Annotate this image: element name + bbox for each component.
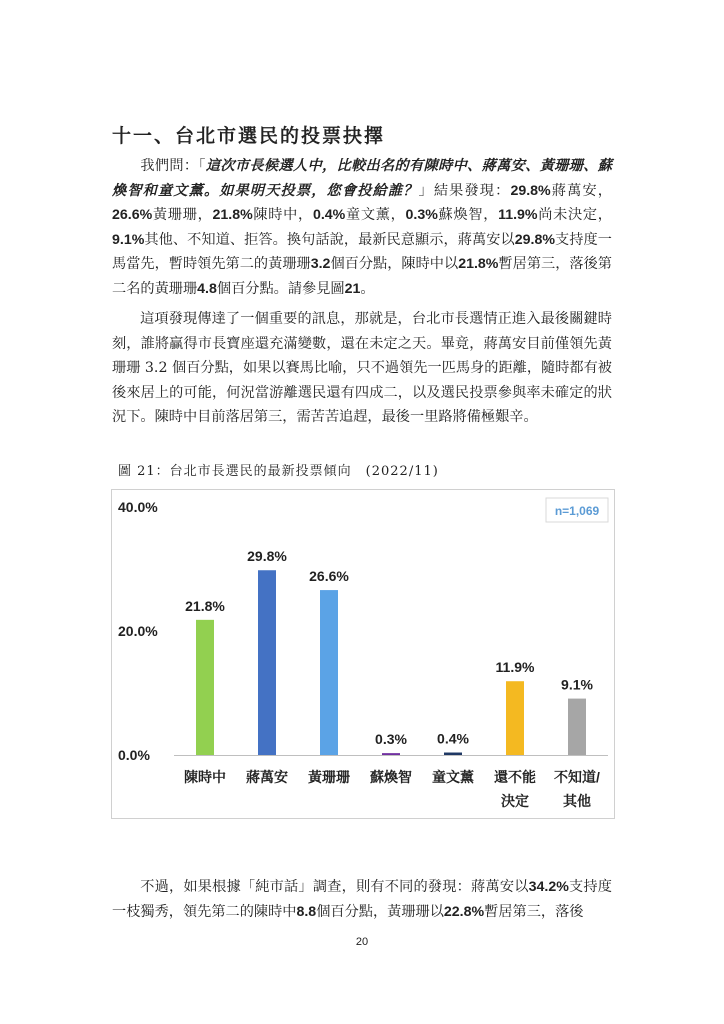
para3-text: 不過，如果根據「純市話」調查，則有不同的發現：蔣萬安以 <box>140 879 529 895</box>
para1-text: 結果發現： <box>433 182 511 199</box>
para1-close-quote: 」 <box>418 182 434 199</box>
para1-text: 暫居第三，落後第二名的黃珊珊 <box>112 256 612 297</box>
para1-text: 黃珊珊， <box>152 207 213 223</box>
para1-text: 支持度一馬當先，暫時領先第二的黃珊珊 <box>112 231 612 272</box>
para3-value: 34.2% <box>528 879 569 895</box>
para1-text: 蘇煥智， <box>437 207 499 223</box>
para1-value: 29.8% <box>510 182 551 199</box>
para2-text: 這項發現傳達了一個重要的訊息，那就是，台北市長選情正進入最後關鍵時刻，誰將贏得市長寶座還充滿變數，還在未定之天。畢竟，蔣萬安目前僅領先黃珊珊 3.2 個百分點，如果以賽馬比喻，只不過領先一匹馬身的距離，隨時都有被後來居上的可能，何況當游離選民還有四成二，以及選民投票參與率未確定的狀況下。陳時中目前落居第三，需苦苦追趕，最後一里路將備極艱辛。 <box>112 311 612 425</box>
para1-lead: 我們問：「 <box>140 158 206 174</box>
y-tick-label: 40.0% <box>118 499 158 515</box>
category-label: 陳時中 <box>184 769 226 785</box>
category-label: 不知道/ <box>554 769 600 785</box>
bar-value-label: 26.6% <box>309 568 349 585</box>
bar-value-label: 0.4% <box>437 730 469 747</box>
para1-value: 4.8 <box>197 280 217 297</box>
bar-value-label: 9.1% <box>561 676 593 693</box>
paragraph-1 <box>112 154 612 301</box>
bar <box>506 681 524 755</box>
section-title: 十一、台北市選民的投票抉擇 <box>112 125 386 147</box>
para1-text: 個百分點，陳時中以 <box>330 256 459 272</box>
para1-value: 11.9% <box>498 207 538 223</box>
bar <box>382 753 400 755</box>
category-label: 其他 <box>563 793 591 809</box>
bar <box>320 590 338 755</box>
para1-text: 陳時中， <box>252 207 313 223</box>
category-label: 還不能 <box>494 769 536 785</box>
category-label: 蔣萬安 <box>246 769 288 785</box>
para1-text: 。 <box>360 280 375 297</box>
bar <box>444 753 462 755</box>
para1-text: 尚未決定， <box>537 207 612 223</box>
bar-value-label: 11.9% <box>495 659 535 676</box>
bar-value-label: 0.3% <box>375 731 407 748</box>
survey-question: 這次市長候選人中，比較出名的有陳時中、蔣萬安、黃珊珊、蘇煥智和童文薰。如果明天投票，您會投給誰？ <box>112 158 612 199</box>
para3-text: 暫居第三，落後 <box>484 903 584 920</box>
para3-text: 個百分點，黃珊珊以 <box>316 903 444 920</box>
para1-value: 26.6% <box>112 207 153 223</box>
bar <box>568 699 586 755</box>
para1-value: 3.2 <box>310 256 331 272</box>
para1-value: 29.8% <box>514 231 555 248</box>
para1-text: 蔣萬安， <box>550 182 612 199</box>
para1-value: 0.3% <box>405 207 438 223</box>
para3-value: 22.8% <box>443 903 485 920</box>
para1-text: 個百分點。請參見圖 <box>216 280 345 297</box>
bar <box>258 570 276 755</box>
bar-value-label: 21.8% <box>185 597 225 614</box>
category-label: 童文薰 <box>432 769 474 785</box>
para1-text: 童文薰， <box>345 207 406 223</box>
para1-value: 21.8% <box>458 256 499 272</box>
y-tick-label: 0.0% <box>118 747 150 763</box>
category-label: 黃珊珊 <box>308 769 350 785</box>
paragraph-2 <box>112 307 612 430</box>
bar-chart <box>111 489 615 819</box>
bar-value-label: 29.8% <box>247 548 287 565</box>
page-number: 20 <box>355 936 369 948</box>
para1-value: 21 <box>344 280 361 297</box>
bar <box>196 620 214 755</box>
figure-caption: 圖 21：台北市長選民的最新投票傾向 (2022/11) <box>118 464 439 479</box>
bar-chart-svg <box>112 490 614 818</box>
category-label: 決定 <box>501 793 529 809</box>
para3-text: 支持度一枝獨秀，領先第二的陳時中 <box>112 879 612 920</box>
y-tick-label: 20.0% <box>118 623 158 639</box>
category-label: 蘇煥智 <box>370 769 412 785</box>
para1-value: 9.1% <box>112 231 145 248</box>
para3-value: 8.8 <box>296 903 317 920</box>
paragraph-3 <box>112 875 612 924</box>
sample-note: n=1,069 <box>554 504 600 518</box>
para1-text: 其他、不知道、拒答。換句話說，最新民意顯示，蔣萬安以 <box>144 231 515 248</box>
para1-value: 0.4% <box>312 207 346 223</box>
para1-value: 21.8% <box>212 207 253 223</box>
